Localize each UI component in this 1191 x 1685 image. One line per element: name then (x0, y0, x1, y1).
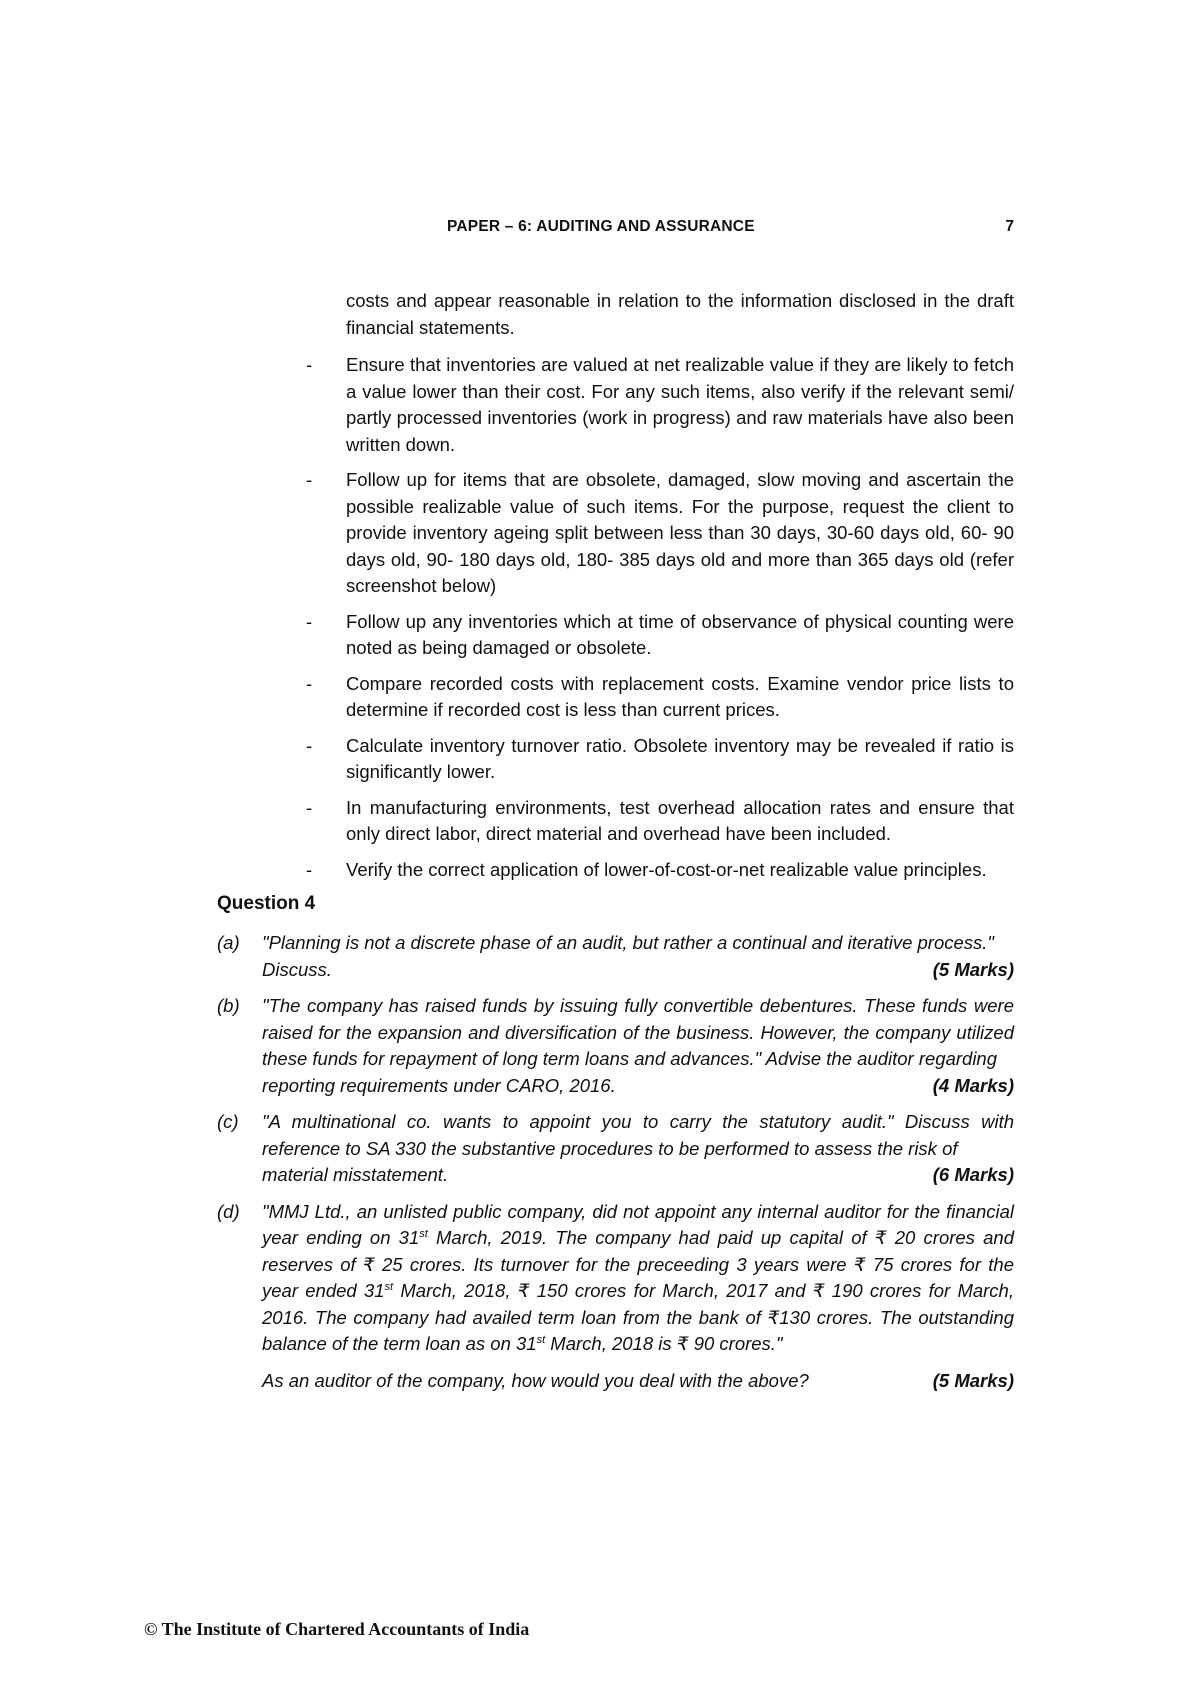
bullet-text: Follow up any inventories which at time of observance of physical counting were noted as being damaged or obsolete. (346, 610, 1014, 658)
question-text: "A multinational co. wants to appoint you to carry the statutory audit." Discuss with reference to SA 330 the substantive procedures to be performed to assess the risk of (262, 1111, 1014, 1159)
page-number: 7 (1005, 218, 1014, 235)
question-label: (b) (217, 995, 240, 1016)
question-text-end: material misstatement. (262, 1164, 449, 1185)
question-last-line (262, 1162, 1014, 1189)
bullet-text: Compare recorded costs with replacement costs. Examine vendor price lists to determine if recorded cost is less than current prices. (346, 672, 1014, 720)
bullet-text: Calculate inventory turnover ratio. Obsolete inventory may be revealed if ratio is significantly lower. (346, 734, 1014, 782)
question-label: (d) (217, 1200, 240, 1222)
question-last-line (262, 1073, 1014, 1100)
question-label: (c) (217, 1111, 239, 1132)
bullet-dash: - (306, 796, 313, 818)
question-part-c (217, 1109, 1014, 1189)
question-last-line (262, 1368, 1014, 1395)
list-item (306, 795, 1014, 848)
question-text-end: Discuss. (262, 958, 332, 980)
question-part-a (217, 930, 1014, 983)
bullet-text: In manufacturing environments, test overhead allocation rates and ensure that only direct labor, direct material and overhead have been included. (346, 796, 1014, 844)
bullet-dash: - (306, 354, 313, 375)
bullet-text: Follow up for items that are obsolete, damaged, slow moving and ascertain the possible realizable value of such items. For the purpose, request the client to provide inventory ageing split between less than 30 days, 30-60 days old, 60- 90 days old, 90- 180 days old, 180- 385 days old and more than 365 days old (refer screenshot below) (346, 469, 1014, 596)
bullet-dash: - (306, 734, 313, 756)
list-item (306, 671, 1014, 724)
question-text-part: "MMJ Ltd., an unlisted public company, did not appoint any internal auditor for the financial year ending on 31 (262, 1200, 1014, 1248)
ordinal-suffix: st (536, 1333, 546, 1346)
question-part-b (217, 993, 1014, 1099)
question-part-d (217, 1199, 1014, 1395)
list-item (306, 857, 1014, 884)
page-header (214, 218, 1014, 242)
bullet-text: Verify the correct application of lower-of-cost-or-net realizable value principles. (346, 858, 987, 880)
list-item (306, 467, 1014, 600)
marks-label: (4 Marks) (932, 1074, 1014, 1096)
question-last-line (262, 957, 1014, 984)
marks-label: (6 Marks) (932, 1164, 1014, 1185)
list-item (306, 609, 1014, 662)
list-item (306, 733, 1014, 786)
list-item (306, 352, 1014, 458)
question-heading: Question 4 (217, 893, 316, 914)
bullet-dash: - (306, 610, 313, 632)
copyright-footer: © The Institute of Chartered Accountants of India (144, 1619, 530, 1639)
bullet-list (306, 352, 1014, 892)
question-text-part: March, 2019. The company had paid up capital of ₹ 20 crores and reserves of ₹ 25 crores. Its turnover for the preceeding 3 years were ₹ 75 crores for the year ended 31 (262, 1227, 1014, 1301)
question-text-part: March, 2018 is ₹ 90 crores." (545, 1333, 783, 1354)
question-text-end: reporting requirements under CARO, 2016. (262, 1074, 616, 1096)
question-label: (a) (217, 932, 240, 953)
continuation-paragraph: costs and appear reasonable in relation to the information disclosed in the draft financial statements. (346, 290, 1014, 338)
bullet-dash: - (306, 469, 313, 490)
bullet-text: Ensure that inventories are valued at net realizable value if they are likely to fetch a value lower than their cost. For any such items, also verify if the relevant semi/ partly processed inventories (work in progress) and raw materials have also been written down. (346, 354, 1014, 455)
bullet-dash: - (306, 858, 313, 880)
question-text (262, 1199, 1014, 1358)
bullet-dash: - (306, 672, 313, 694)
paper-title: PAPER – 6: AUDITING AND ASSURANCE (447, 218, 755, 235)
question-list (217, 930, 1014, 1404)
question-text: "The company has raised funds by issuing fully convertible debentures. These funds were raised for the expansion and diversification of the business. However, the company utilized these funds for repayment of long term loans and advances." Advise the auditor regarding (262, 995, 1014, 1069)
marks-label: (5 Marks) (932, 958, 1014, 980)
marks-label: (5 Marks) (932, 1369, 1014, 1391)
ordinal-suffix: st (419, 1227, 428, 1240)
question-text-part: March, 2018, ₹ 150 crores for March, 2017 and ₹ 190 crores for March, 2016. The company had availed term loan from the bank of ₹130 crores. The outstanding balance of the term loan as on 31 (262, 1280, 1014, 1354)
question-text: "Planning is not a discrete phase of an audit, but rather a continual and iterative process." (262, 932, 994, 953)
question-text-end: As an auditor of the company, how would you deal with the above? (262, 1369, 809, 1391)
ordinal-suffix: st (384, 1280, 394, 1293)
